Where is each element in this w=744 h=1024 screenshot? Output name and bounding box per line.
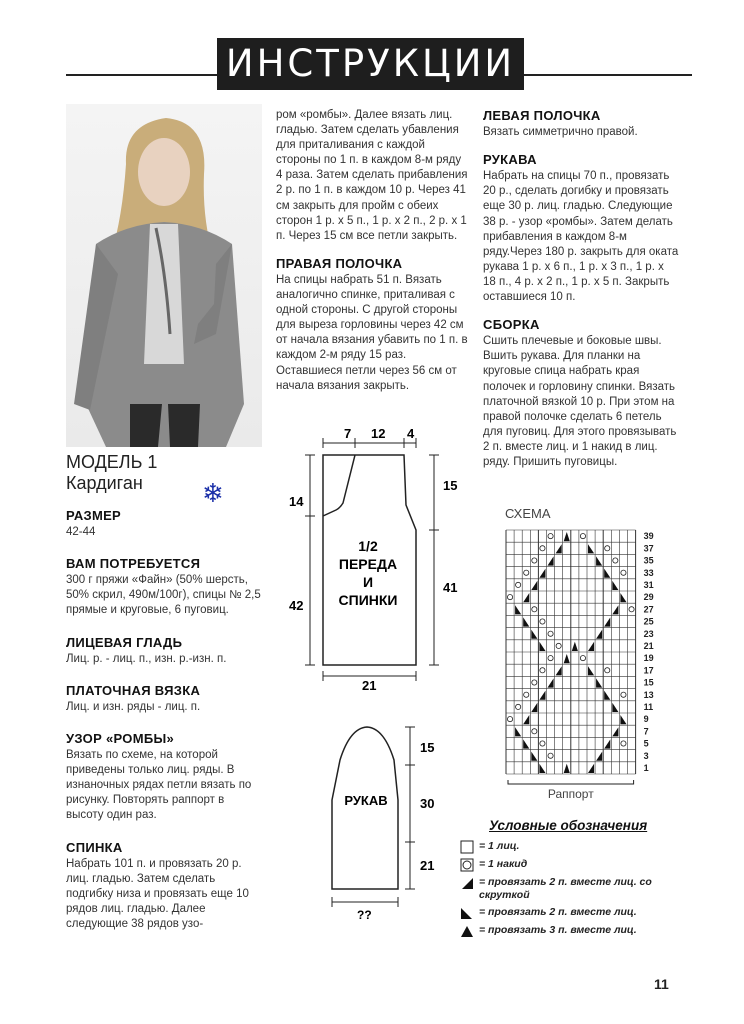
right-triangle-icon xyxy=(460,906,476,920)
section-text-stockinette: Лиц. р. - лиц. п., изн. р.-изн. п. xyxy=(66,652,227,665)
circle-icon xyxy=(460,858,476,872)
chart-yarnover-mark xyxy=(507,717,512,722)
section-heading-sleeves: РУКАВА xyxy=(483,152,537,168)
legend-item xyxy=(460,858,700,872)
chart-decrease-left-mark xyxy=(596,752,602,761)
chart-decrease-left-mark xyxy=(548,556,554,565)
legend-item xyxy=(460,924,700,938)
body-label-line-4: СПИНКИ xyxy=(338,592,398,608)
chart-yarnover-mark xyxy=(605,668,610,673)
section-heading-razmer: РАЗМЕР xyxy=(66,508,122,523)
section-text-materials: 300 г пряжи «Файн» (50% шерсть, 50% скрил, 490м/100г), спицы № 2,5 прямые и круговые, 6 пуговиц. xyxy=(66,574,261,617)
chart-decrease-right-mark xyxy=(588,666,594,675)
triangle-icon xyxy=(460,924,476,938)
model-title: МОДЕЛЬ 1 xyxy=(66,452,158,472)
chart-grid xyxy=(506,530,636,774)
body-label-line-1: 1/2 xyxy=(358,538,378,554)
chart-row-number: 21 xyxy=(643,641,654,651)
chart-decrease-right-mark xyxy=(612,703,618,712)
chart-row-number: 1 xyxy=(643,763,649,773)
legend-item xyxy=(460,840,700,854)
chart-decrease-left-mark xyxy=(531,703,537,712)
legend-text: = 1 накид xyxy=(479,858,528,870)
chart-decrease-right-mark xyxy=(596,556,602,565)
chart-decrease-right-mark xyxy=(531,630,537,639)
chart-decrease-right-mark xyxy=(531,752,537,761)
chart-yarnover-mark xyxy=(629,607,634,612)
chart-row-number: 31 xyxy=(643,580,654,590)
chart-yarnover-mark xyxy=(548,753,553,758)
chart-row-number: 33 xyxy=(643,567,654,578)
chart-yarnover-mark xyxy=(540,741,545,746)
section-text-garter: Лиц. и изн. ряды - лиц. п. xyxy=(66,700,201,713)
chart-decrease-right-mark xyxy=(515,727,521,736)
chart-double-decrease-mark xyxy=(564,654,570,663)
chart-yarnover-mark xyxy=(605,546,610,551)
chart-decrease-left-mark xyxy=(523,715,529,724)
chart-double-decrease-mark xyxy=(564,764,570,773)
chart-double-decrease-mark xyxy=(564,532,570,541)
sleeve-dim-top: 15 xyxy=(420,740,435,755)
chart-decrease-left-mark xyxy=(523,593,529,602)
legend-text: = 1 лиц. xyxy=(479,840,520,852)
chart-row-number: 39 xyxy=(643,531,654,542)
raport-label: Раппорт xyxy=(547,787,594,801)
empty-square-icon xyxy=(460,840,476,854)
chart-decrease-right-mark xyxy=(523,617,529,626)
section-heading-back: СПИНКА xyxy=(66,839,123,855)
dim-top-left: 7 xyxy=(344,426,352,441)
chart-decrease-right-mark xyxy=(515,605,521,614)
page-title: ИНСТРУКЦИИ xyxy=(217,38,524,90)
chart-yarnover-mark xyxy=(540,619,545,624)
dim-left-upper: 14 xyxy=(289,494,304,509)
chart-double-decrease-mark xyxy=(572,642,578,651)
left-triangle-icon xyxy=(460,876,476,890)
chart-decrease-right-mark xyxy=(612,581,618,590)
chart-yarnover-mark xyxy=(507,595,512,600)
chart-yarnover-mark xyxy=(516,704,521,709)
chart-row-number: 15 xyxy=(643,677,654,688)
chart-decrease-left-mark xyxy=(556,544,562,553)
chart-row-number: 37 xyxy=(643,543,654,554)
chart-yarnover-mark xyxy=(621,741,626,746)
section-heading-left-front: ЛЕВАЯ ПОЛОЧКА xyxy=(483,108,601,123)
chart-decrease-left-mark xyxy=(604,617,610,626)
section-text-back: Набрать 101 п. и провязать 20 р. лиц. гладью. Затем сделать подгибку низа и провязать еще 10 рядов лиц. гладью. Далее следующие 38 рядов узо- xyxy=(66,857,249,930)
section-heading-garter: ПЛАТОЧНАЯ ВЯЗКА xyxy=(66,682,201,698)
dim-top-right: 4 xyxy=(407,426,415,441)
chart-row-number: 23 xyxy=(643,628,654,639)
legend xyxy=(460,840,700,942)
legend-text: = провязать 2 п. вместе лиц. со скруткой xyxy=(479,876,652,901)
sleeve-dim-mid: 30 xyxy=(420,796,435,811)
body-label-line-2: ПЕРЕДА xyxy=(338,556,398,572)
chart-yarnover-mark xyxy=(580,656,585,661)
chart-decrease-right-mark xyxy=(620,593,626,602)
chart-decrease-left-mark xyxy=(596,630,602,639)
chart-decrease-left-mark xyxy=(604,739,610,748)
chart-yarnover-mark xyxy=(532,558,537,563)
chart-yarnover-mark xyxy=(524,692,529,697)
section-heading-assembly: СБОРКА xyxy=(483,317,540,333)
chart-decrease-right-mark xyxy=(604,569,610,578)
chart-decrease-left-mark xyxy=(548,678,554,687)
chart-decrease-right-mark xyxy=(523,739,529,748)
chart-row-number: 13 xyxy=(643,689,654,700)
chart-decrease-right-mark xyxy=(604,691,610,700)
chart-yarnover-mark xyxy=(548,534,553,539)
chart-yarnover-mark xyxy=(621,570,626,575)
chart-row-number: 9 xyxy=(643,714,649,725)
chart-decrease-left-mark xyxy=(612,727,618,736)
chart-row-number: 27 xyxy=(643,604,654,615)
chart-yarnover-mark xyxy=(548,656,553,661)
dim-right-upper: 15 xyxy=(443,478,458,493)
chart-decrease-left-mark xyxy=(539,691,545,700)
chart-row-number: 19 xyxy=(643,653,654,664)
section-text-assembly: Сшить плечевые и боковые швы. Вшить рукава. Для планки на круговые спица набрать края полочек и горловину спинки. Вязать платочной вязкой 10 р. При этом на правой полочке сделать 6 петель для пуговиц. Для этого провязывать 2 п. вместе лиц. и 1 накид в лиц. ряду. Пришить пуговицы. xyxy=(483,335,677,468)
section-heading-pattern: УЗОР «РОМБЫ» xyxy=(66,730,175,746)
section-heading-materials: ВАМ ПОТРЕБУЕТСЯ xyxy=(66,556,201,572)
chart-row-number: 11 xyxy=(643,702,654,712)
section-heading-stockinette: ЛИЦЕВАЯ ГЛАДЬ xyxy=(66,634,183,650)
model-subtitle: Кардиган xyxy=(66,473,143,493)
chart-yarnover-mark xyxy=(580,534,585,539)
chart-decrease-right-mark xyxy=(596,678,602,687)
chart-yarnover-mark xyxy=(532,607,537,612)
dim-left-lower: 42 xyxy=(289,598,304,613)
chart-decrease-right-mark xyxy=(539,764,545,773)
chart-row-number: 17 xyxy=(643,665,654,676)
section-text-left-front: Вязать симметрично правой. xyxy=(483,126,638,139)
chart-row-number: 7 xyxy=(643,726,649,737)
section-text-sleeves: Набрать на спицы 70 п., провязать 20 р., сделать догибку и провязать еще 30 р. лиц. гладью. Следующие 38 р. - узор «ромбы». Затем делать прибавления в каждом 8-м ряду.Через 180 р. закрыть для оката рукава 1 р. х 6 п., 1 р. х 3 п., 1 р. х 18 п., 4 р. х 2 п., 1 р. х 5 п. Закрыть оставшиеся 10 п. xyxy=(483,170,679,304)
sleeve-dim-width: ?? xyxy=(357,908,372,922)
chart-yarnover-mark xyxy=(532,729,537,734)
chart-yarnover-mark xyxy=(613,558,618,563)
sleeve-dim-bottom: 21 xyxy=(420,858,435,873)
chart-yarnover-mark xyxy=(532,680,537,685)
chart-decrease-left-mark xyxy=(556,666,562,675)
chart-decrease-right-mark xyxy=(588,544,594,553)
chart-yarnover-mark xyxy=(524,570,529,575)
section-text-razmer: 42-44 xyxy=(66,526,96,539)
chart-yarnover-mark xyxy=(556,643,561,648)
section-heading-right-front: ПРАВАЯ ПОЛОЧКА xyxy=(276,255,403,271)
body-label-line-3: И xyxy=(362,574,374,590)
legend-text: = провязать 3 п. вместе лиц. xyxy=(479,924,637,936)
chart-yarnover-mark xyxy=(540,668,545,673)
raport-bracket xyxy=(508,780,634,784)
chart-yarnover-mark xyxy=(621,692,626,697)
chart-yarnover-mark xyxy=(540,546,545,551)
chart-decrease-left-mark xyxy=(588,764,594,773)
legend-item xyxy=(460,906,700,920)
chart-row-number: 35 xyxy=(643,555,654,566)
chart-decrease-left-mark xyxy=(612,605,618,614)
legend-text: = провязать 2 п. вместе лиц. xyxy=(479,906,637,918)
section-text-right-front: На спицы набрать 51 п. Вязать аналогично спинке, приталивая с одной стороны. С другой стороны для выреза горловины через 42 см от начала вязания убавить по 1 п. в каждом 2-м ряду 15 раз. Оставшиеся петли через 56 см от начала вязания закрыть. xyxy=(276,273,468,392)
page-number: 11 xyxy=(654,976,669,992)
chart-decrease-left-mark xyxy=(588,642,594,651)
chart-row-number: 5 xyxy=(643,738,649,749)
chart-row-number: 3 xyxy=(643,750,649,761)
sleeve-label: РУКАВ xyxy=(344,793,388,808)
chart-decrease-right-mark xyxy=(620,715,626,724)
chart-yarnover-mark xyxy=(548,631,553,636)
chart-decrease-right-mark xyxy=(539,642,545,651)
chart-yarnover-mark xyxy=(516,582,521,587)
dim-bottom: 21 xyxy=(362,678,377,693)
chart-decrease-left-mark xyxy=(531,581,537,590)
chart-decrease-left-mark xyxy=(539,569,545,578)
dim-top-mid: 12 xyxy=(371,426,386,441)
schema-title: СХЕМА xyxy=(505,506,551,521)
chart-row-number: 25 xyxy=(643,616,654,627)
snowflake-icon: ❄ xyxy=(202,478,224,508)
section-text-back-continued: ром «ромбы». Далее вязать лиц. гладью. Затем сделать убавления для приталивания с каждой стороны по 1 п. в каждом 8-м ряду 4 раза. Затем сделать прибавления 2 р. по 1 п. в каждом 10 р. Через 41 см закрыть для пройм с обеих сторон 1 р. х 5 п., 1 р. х 2 п., 2 р. х 1 п. Через 15 см все петли закрыть. xyxy=(276,109,468,242)
legend-item xyxy=(460,876,700,902)
chart-row-number: 29 xyxy=(643,592,654,603)
section-text-pattern: Вязать по схеме, на которой приведены только лиц. ряды. В изнаночных рядах петли вязать по рисунку. Повторять раппорт в высоту один раз. xyxy=(66,749,252,822)
legend-title: Условные обозначения xyxy=(489,818,648,833)
dim-right-lower: 41 xyxy=(443,580,458,595)
